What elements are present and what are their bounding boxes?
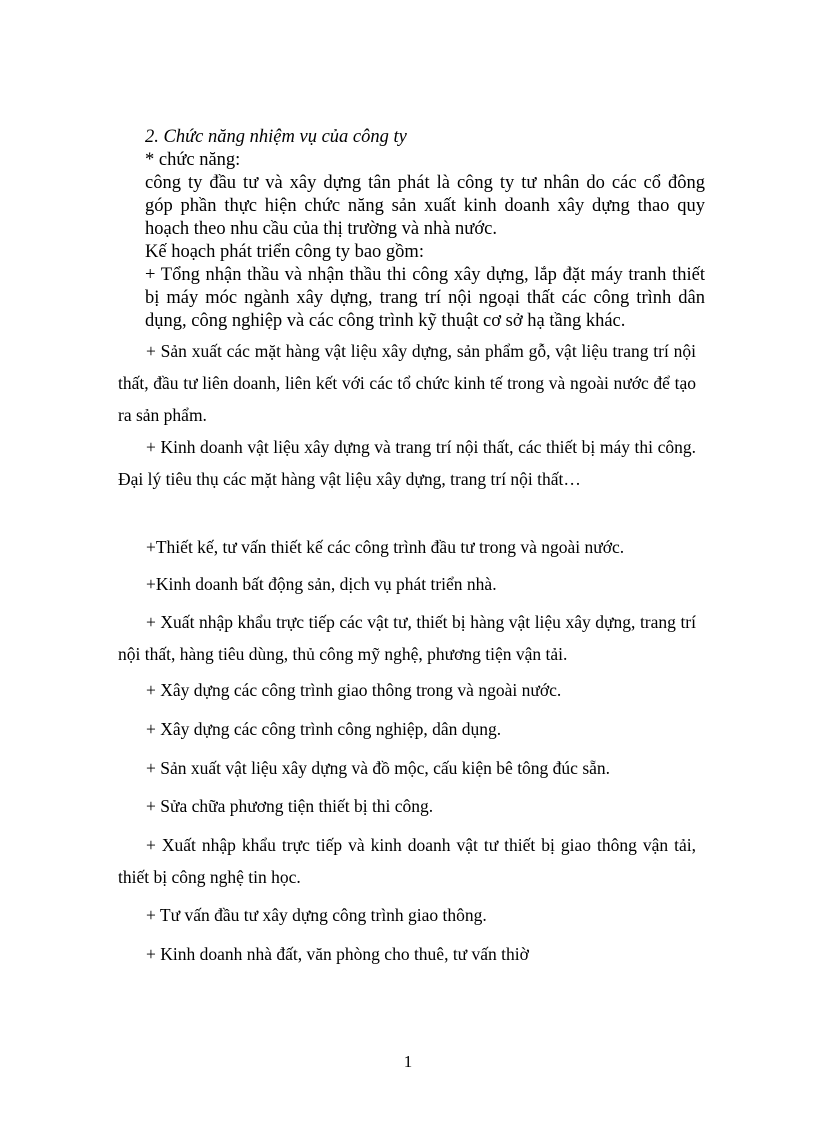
paragraph: + Xây dựng các công trình giao thông trong và ngoài nước. <box>146 680 562 700</box>
paragraph: + Xây dựng các công trình công nghiệp, dân dụng. <box>146 719 502 739</box>
paragraph: + Xuất nhập khẩu trực tiếp các vật tư, thiết bị hàng vật liệu xây dựng, trang trí nội thất, hàng tiêu dùng, thủ công mỹ nghệ, phương tiện vận tải. <box>118 612 696 664</box>
paragraph: + Sản xuất các mặt hàng vật liệu xây dựng, sản phẩm gỗ, vật liệu trang trí nội thất, đầu tư liên doanh, liên kết với các tổ chức kinh tế trong và ngoài nước để tạo ra sản phẩm. <box>118 341 696 425</box>
intro-line: + Tổng nhận thầu và nhận thầu thi công xây dựng, lắp đặt máy tranh thiết <box>145 265 705 285</box>
intro-line: góp phần thực hiện chức năng sản xuất kinh doanh xây dựng thao quy <box>145 196 705 216</box>
paragraph: + Sản xuất vật liệu xây dựng và đồ mộc, cấu kiện bê tông đúc sẵn. <box>146 758 611 778</box>
intro-block <box>145 126 705 333</box>
paragraph: + Xuất nhập khẩu trực tiếp và kinh doanh vật tư thiết bị giao thông vận tải, thiết bị công nghệ tin học. <box>118 835 696 887</box>
paragraph: +Thiết kế, tư vấn thiết kế các công trình đầu tư trong và ngoài nước. <box>146 537 625 557</box>
section-title: 2. Chức năng nhiệm vụ của công ty <box>145 127 407 147</box>
paragraph: +Kinh doanh bất động sản, dịch vụ phát triển nhà. <box>146 574 497 594</box>
intro-line: bị máy móc ngành xây dựng, trang trí nội ngoại thất các công trình dân <box>145 288 705 308</box>
paragraph: + Sửa chữa phương tiện thiết bị thi công. <box>146 796 434 816</box>
paragraph: + Kinh doanh nhà đất, văn phòng cho thuê, tư vấn thiờ <box>146 944 529 964</box>
intro-line: công ty đầu tư và xây dựng tân phát là công ty tư nhân do các cổ đông <box>145 173 705 193</box>
paragraph: + Tư vấn đầu tư xây dựng công trình giao thông. <box>146 905 487 925</box>
intro-line: Kế hoạch phát triển công ty bao gồm: <box>145 242 424 262</box>
intro-line: dụng, công nghiệp và các công trình kỹ thuật cơ sở hạ tầng khác. <box>145 311 626 331</box>
paragraph: + Kinh doanh vật liệu xây dựng và trang trí nội thất, các thiết bị máy thi công. Đại lý tiêu thụ các mặt hàng vật liệu xây dựng, trang trí nội thất… <box>118 437 696 489</box>
intro-line: * chức năng: <box>145 150 241 170</box>
page-number: 1 <box>403 1052 413 1071</box>
intro-line: hoạch theo nhu cầu của thị trường và nhà nước. <box>145 219 497 239</box>
